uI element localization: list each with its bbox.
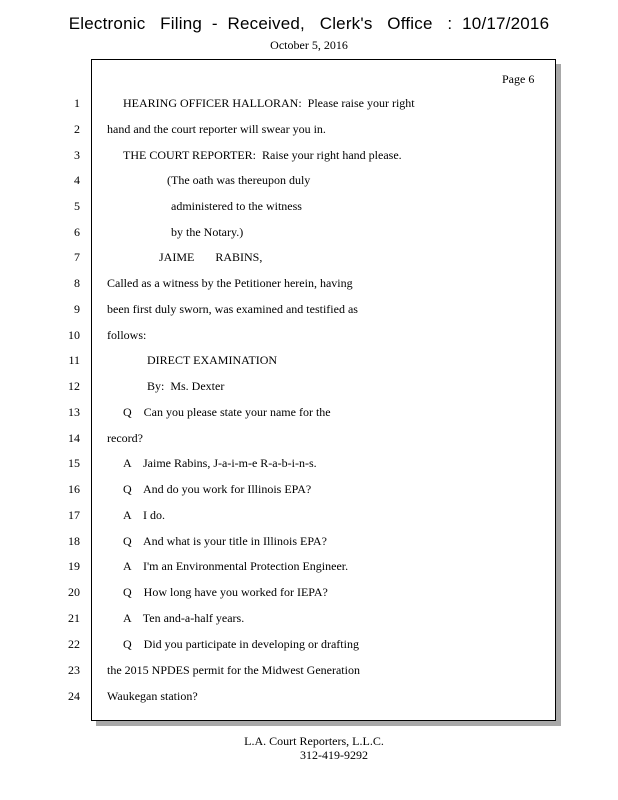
line-number: 3 [74,148,80,162]
page-number: Page 6 [502,72,535,86]
line-text: A I'm an Environmental Protection Engineer. [123,559,349,573]
line-number: 18 [68,534,80,548]
line-number: 24 [68,689,80,703]
line-text: By: Ms. Dexter [147,379,225,393]
line-number: 21 [68,611,80,625]
line-number: 15 [68,456,80,470]
line-text: DIRECT EXAMINATION [147,353,278,367]
line-text: THE COURT REPORTER: Raise your right hand please. [123,148,402,162]
line-text: A I do. [123,508,165,522]
line-text: Called as a witness by the Petitioner herein, having [107,276,353,290]
line-text: HEARING OFFICER HALLORAN: Please raise your right [123,96,415,110]
line-number: 6 [74,225,80,239]
line-number: 20 [68,585,80,599]
line-text: administered to the witness [171,199,302,213]
line-number: 12 [68,379,80,393]
line-text: been first duly sworn, was examined and testified as [107,302,358,316]
line-text: A Ten and-a-half years. [123,611,245,625]
filing-stamp: Electronic Filing - Received, Clerk's Office : 10/17/2016 [68,14,550,33]
line-text: follows: [107,328,147,342]
line-text: JAIME RABINS, [159,250,263,264]
line-number: 1 [74,96,80,110]
footer-phone: 312-419-9292 [300,748,368,762]
line-number: 7 [74,250,80,264]
line-number: 2 [74,122,80,136]
line-number: 22 [68,637,80,651]
transcript-date: October 5, 2016 [270,38,348,52]
line-number: 8 [74,276,80,290]
line-number: 9 [74,302,80,316]
line-text: Q Can you please state your name for the [123,405,331,419]
line-text: by the Notary.) [171,225,244,239]
line-number: 4 [74,173,80,187]
line-text: record? [107,431,143,445]
line-text: Waukegan station? [107,689,198,703]
line-number: 11 [68,353,80,367]
line-number: 19 [68,559,80,573]
line-number: 10 [68,328,80,342]
line-text: (The oath was thereupon duly [167,173,311,187]
line-text: Q How long have you worked for IEPA? [123,585,328,599]
line-text: the 2015 NPDES permit for the Midwest Generation [107,663,360,677]
footer-company: L.A. Court Reporters, L.L.C. [244,734,384,748]
line-number: 16 [68,482,80,496]
line-text: Q And do you work for Illinois EPA? [123,482,312,496]
line-number: 5 [74,199,80,213]
line-number: 14 [68,431,80,445]
line-number: 17 [68,508,80,522]
line-text: A Jaime Rabins, J-a-i-m-e R-a-b-i-n-s. [123,456,317,470]
line-number: 13 [68,405,80,419]
line-number: 23 [68,663,80,677]
line-text: Q And what is your title in Illinois EPA? [123,534,327,548]
line-text: hand and the court reporter will swear you in. [107,122,326,136]
line-text: Q Did you participate in developing or drafting [123,637,359,651]
